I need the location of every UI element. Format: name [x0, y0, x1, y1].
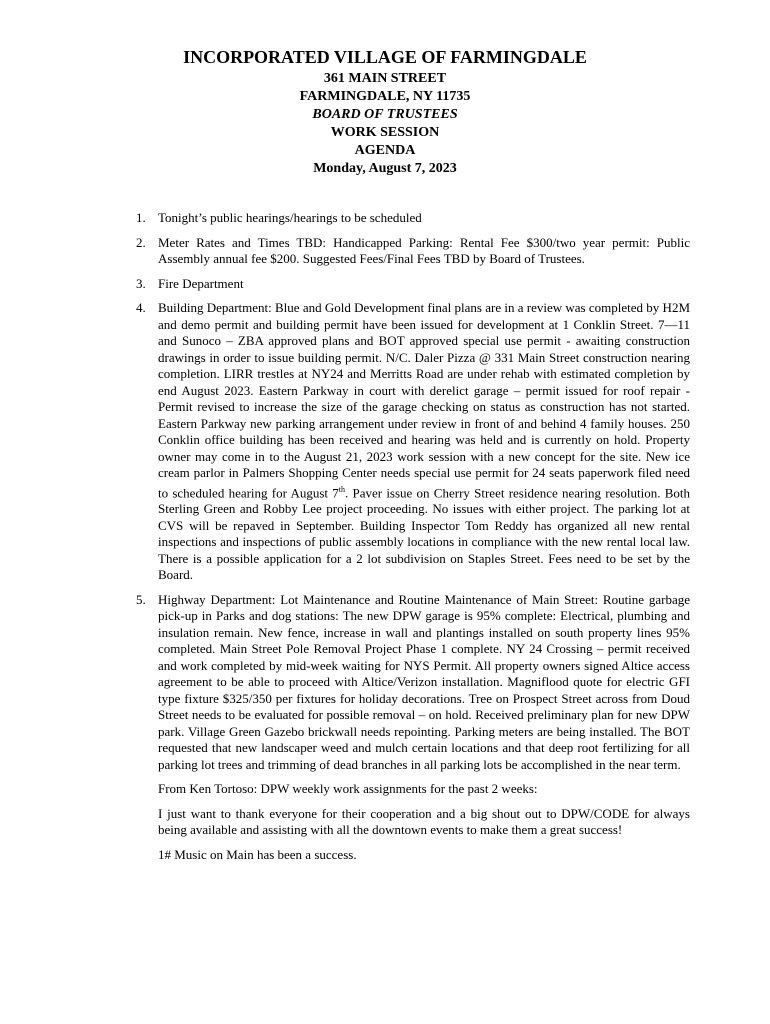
followup-paragraph-1: From Ken Tortoso: DPW weekly work assignments for the past 2 weeks:: [158, 781, 538, 797]
document-header: [0, 44, 770, 178]
item-text: Tonight’s public hearings/hearings to be scheduled: [158, 210, 422, 225]
item-text: Meter Rates and Times TBD: Handicapped Parking: Rental Fee $300/two year permit: Public Assembly annual fee $200. Suggested Fees/Final Fees TBD by Board of Trustees.: [158, 234, 690, 266]
agenda-heading: AGENDA: [354, 143, 416, 158]
item-number: 4.: [136, 300, 146, 315]
agenda-item-5: [130, 592, 690, 774]
agenda-body: [130, 210, 690, 871]
item-number: 3.: [136, 275, 146, 291]
item-number: 5.: [136, 591, 146, 607]
city-address: FARMINGDALE, NY 11735: [299, 89, 471, 104]
agenda-list: [130, 210, 690, 773]
village-title: INCORPORATED VILLAGE OF FARMINGDALE: [183, 47, 587, 67]
item-text: Highway Department: Lot Maintenance and Routine Maintenance of Main Street: Routine garbage pick-up in Parks and dog stations: The new DPW garage is 95% complete: Electrical, plumbing and insulation remain. New fence, increase in wall and plantings installed on south property lines 95% completed. Main Street Pole Removal Project Phase 1 complete. NY 24 Crossing – permit received and work completed by mid-week waiting for NYS Permit. All property owners signed Altice access agreement to be able to proceed with Altice/Verizon installation. Magniflood quote for electric GFI type fixture $325/350 per fixtures for holiday decorations. Tree on Prospect Street across from Doud Street needs to be evaluated for possible removal – on hold. Received preliminary plan for new DPW park. Village Green Gazebo brickwall needs repointing. Parking meters are being installed. The BOT requested that new landscaper weed and mulch certain locations and that deep root fertilizing for all parking lot trees and trimming of dead branches in all parking lots be accomplished in the near term.: [158, 591, 690, 772]
meeting-date: Monday, August 7, 2023: [313, 161, 457, 176]
followup-paragraph-3: 1# Music on Main has been a success.: [158, 846, 357, 862]
agenda-item-3: [130, 276, 690, 293]
followup-paragraph-2: I just want to thank everyone for their cooperation and a big shout out to DPW/CODE for always being available and assisting with all the downtown events to make them a great success!: [158, 805, 690, 838]
board-name: BOARD OF TRUSTEES: [312, 107, 458, 122]
agenda-item-1: [130, 210, 690, 227]
item-number: 2.: [136, 234, 146, 250]
street-address: 361 MAIN STREET: [323, 71, 447, 86]
item-number: 1.: [136, 210, 146, 225]
agenda-item-2: [130, 235, 690, 268]
session-type: WORK SESSION: [330, 125, 440, 140]
item-text-part-b: . Paver issue on Cherry Street residence nearing resolution. Both Sterling Green and Robby Lee project proceeding. No issues with either project. The parking lot at CVS will be repaved in September. Building Inspector Tom Reddy has organized all new rental inspections and inspections of public assembly locations in compliance with the new rental local law. There is a possible application for a 2 lot subdivision on Staples Street. Fees need to be set by the Board.: [158, 484, 690, 583]
item-text-part-a: Building Department: Blue and Gold Development final plans are in a review was completed by H2M and demo permit and building permit have been issued for development at 1 Conklin Street. 7—11 and Sunoco – ZBA approved plans and BOT approved special use permit - awaiting construction drawings in order to issue building permit. N/C. Daler Pizza @ 331 Main Street construction nearing completion. LIRR trestles at NY24 and Merritts Road are under rehab with estimated completion by end August 2023. Eastern Parkway in court with derelict garage – permit issued for roof repair - Permit revised to increase the size of the garage checking on status as construction has not started. Eastern Parkway new parking arrangement under review in front of and behind 4 family houses. 250 Conklin office building has been received and hearing was held and is currently on hold. Property owner may come in to the August 21, 2023 work session with a new concept for the site. New ice cream parlor in Palmers Shopping Center needs special use permit for 24 seats paperwork filed need to scheduled hearing for August 7: [158, 300, 690, 500]
item-text: Fire Department: [158, 275, 244, 291]
ordinal-suffix: th: [338, 484, 345, 494]
agenda-item-4: [130, 300, 690, 584]
